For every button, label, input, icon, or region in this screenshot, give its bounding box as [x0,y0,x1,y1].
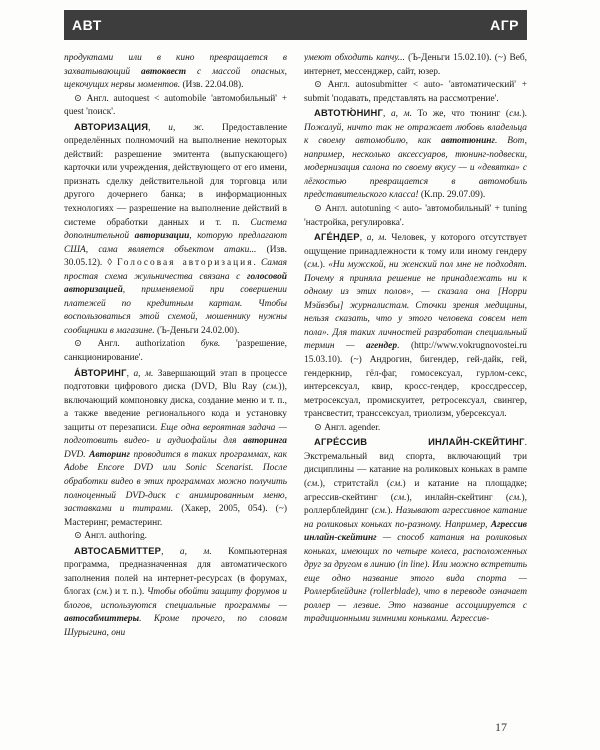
italic-text: продуктами или в кино превращается в захватывающий [64,53,287,77]
body-text: ⊙ Англ. autosubmitter < auto- 'автоматический' + submit 'подавать, представлять на рассмотрение'. [304,80,527,104]
body-text: (Изв. 22.04.08). [180,80,244,91]
body-text: (Ъ-Деньги 24.02.00). [154,325,240,336]
example-headword: Авторинг [89,449,130,460]
italic-text: Самая простая схема жульничества связана с [64,258,287,282]
body-text: (Хакер, 2005, 054). (~) Мастеринг, ремастеринг. [64,504,287,528]
body-text: Предоставление определённых полномочий на выполнение некоторых действий: разрешение эмитента (выпускающего) карточки или учреждения, действующего от его имени, признать сделку действительной для торговца или другого дочернего банка; в информационных технологиях — разрешение на выполнение действий в системе обработки данных и т. п. [64,122,287,228]
headword: АГРЕ́ССИВ ИНЛАЙН-СКЕЙТИНГ [314,436,525,448]
italic-text: Система дополнительной [64,217,287,242]
body-text: ), роллерблейдинг ( [304,492,527,517]
italic-text: Называют агрессивное катание на роликовых коньках по-разному. Например, [304,506,527,530]
italic-text: проводится в таких программах, как Adobe Encore DVD или Sonic Scenarist. После обработки видео в этих программах можно получить полноценный DVD-диск с анимированным меню, заставками и титрами. [64,449,287,515]
headword: АВТОСАБМИТТЕР [74,544,162,556]
italic-text: см. [307,478,320,489]
right-column [304,52,527,712]
italic-text: . Вот, например, несколько аксессуаров, тюнинг-подвески, модернизация салона по своему вкусу — и «девятка» с лёгкостью превращается в автомобиль представительского класса! [304,136,527,201]
italic-text: см. [265,382,279,393]
body-text: ) и т. п.). [109,587,147,598]
body-text: ), стритстайл ( [319,478,391,489]
body-text: Завершающий этап в процессе подготовки цифрового диска (DVD, Blu Ray ( [64,368,287,393]
continued-text [304,52,527,79]
example-headword: агендер [366,341,398,352]
running-head-right: АГР [490,17,519,33]
dictionary-entry [304,435,527,627]
italic-text: см. [96,587,110,598]
italic-text: умеют обходить капчу... [304,53,405,63]
italic-text: DVD. [64,449,90,460]
dictionary-entry [304,106,527,203]
body-text: ⊙ Англ. agender. [314,422,381,433]
continued-text [64,52,287,93]
italic-text: Пожалуй, ничто так не отражает любовь владельца к своему автомобилю, как [304,122,527,147]
body-text: (Изв. 30.05.12). ◊ [64,244,287,269]
italic-text: Чтобы обойти защиту форумов и блогов, используются специальные программы — [64,587,287,611]
body-text: ⊙ Англ. autotuning < auto- 'автомобильный' + tuning 'настройка, регулировка'. [304,204,527,228]
italic-text: см. [307,260,320,271]
body-text: ). [387,506,396,517]
etymology-note [64,93,287,120]
italic-text: , которую предлагают США, сама является объектом атаки... [64,231,287,255]
italic-text: а, м. [390,109,412,120]
body-text: ) и катание на площадке; агрессив-скейтинг ( [304,478,527,503]
etymology-note [64,338,287,365]
page-header [64,10,527,40]
phrase-headword: Голосовая авторизация [117,258,254,269]
italic-text: «Ни мужской, ни женский пол мне не подходят. Почему я приняла решение не принадлежать ни к одному из этих полов», — сказала она [Норри Мэйвэбы] журналистам. Сточки зрения медицины, нельзя сказать, что у этого человека совсем нет пола». Для таких личностей разработан специальный термин — [304,260,527,352]
body-text: ), инлайн-скейтинг ( [406,492,510,503]
body-text: (К.пр. 29.07.09). [418,190,486,201]
italic-text: а, м. [133,368,154,379]
italic-text: см. [509,492,522,503]
example-headword: авторизации [134,231,190,242]
etymology-note [304,203,527,230]
body-text: То же, что тюнинг ( [411,109,510,120]
body-text: ⊙ Англ. authoring. [74,531,147,542]
italic-text: см. [374,506,388,517]
italic-text: с массой опасных, щекочущих нервы моментов. [64,66,287,91]
example-headword: автотюнинг [441,136,495,147]
body-text: (Ъ-Деньги 15.02.10). (~) Веб, интернет, мессенджер, сайт, юзер. [304,53,527,77]
italic-text: Еще одна вероятная задача — подготовить видео- и аудиофайлы для [64,422,287,447]
body-text: Компьютерная программа, предназначенная для автоматического заполнения полей на интернет-ресурсах (в форумах, блогах ( [64,546,287,598]
body-text: )), включающий компоновку диска, создание меню и т. п., а также введение регионального кода и установку защиты от перезаписи. [64,382,287,433]
body-text: , [161,546,180,557]
etymology-note [304,422,527,436]
body-text: , [148,122,169,133]
body-text: , [359,233,367,244]
body-text: ⊙ Англ. authorization [74,339,201,350]
body-text: ). [521,109,527,120]
italic-text: . Кроме прочего, по словам Шурыгина, они [64,614,287,638]
running-head-left: АВТ [72,17,102,33]
body-text: Человек, у которого отсутствует ощущение принадлежности к тому или иному гендеру ( [304,233,527,271]
italic-text: а, м. [179,546,212,557]
body-text: 'разрешение, санкционирование'. [64,339,287,364]
example-headword: автосабмиттеры [64,614,140,625]
left-column [64,52,287,712]
italic-text: — способ катания на роликовых коньках, имеющих по четыре колеса, расположенных друг за другом в линию (in line). Или можно встретить еще одно название этого вида спорта — Роллерблейдинг (rollerblade), что в переводе означает роллер — лезвие. Это название ассоциируется с традиционными зимними коньками. Агрессив- [304,533,527,625]
body-text: ⊙ Англ. autoquest < automobile 'автомобильный' + quest 'поиск'. [64,93,287,118]
italic-text: см. [509,109,522,120]
headword: АВТОТЮ́НИНГ [314,107,383,119]
headword: АВТОРИЗАЦИЯ [74,120,149,132]
body-text: , [382,109,391,120]
italic-text: а, м. [366,233,387,244]
example-headword: Агрессив инлайн-скейтинг [304,519,527,544]
body-text: . [253,258,261,269]
dictionary-entry [304,230,527,422]
italic-text: букв. [200,339,221,350]
example-headword: автоквест [141,66,187,77]
dictionary-entry [64,544,287,641]
dictionary-entry [64,366,287,531]
body-text: ). [319,260,329,271]
dictionary-entry [64,120,287,339]
example-headword: авторинга [243,436,287,447]
page-number: 17 [495,720,507,734]
italic-text: и, ж. [168,122,205,133]
headword: АГЕ́НДЕР [314,231,360,243]
body-text: . Экстремальный вид спорта, включающий три дисциплины — катание на роликовых коньках в рампе ( [304,438,527,489]
body-text: . (http://www.vokrugnovostei.ru 15.03.10). (~) Андрогин, бигендер, гей-дайк, гей, гендеркнир, гёл-фаг, гомосексуал, гурлом-секс, интерсексуал, квир, кросс-гендер, кроссдрессер, метросексуал, промискуитет, ретросексуал, свингер, трансвестит, транссексуал, триолизм, уберсексуал. [304,341,527,420]
headword: А́ВТОРИНГ [74,366,127,378]
etymology-note [304,79,527,106]
body-text: , [126,368,134,379]
italic-text: , применяемой при совершении платежей по кредитным картам. Чтобы воспользоваться этой схемой, мошеннику нужны сообщники в магазине. [64,285,287,336]
italic-text: см. [393,492,407,503]
example-headword: голосовой авторизацией [64,271,287,296]
italic-text: см. [390,478,403,489]
etymology-note [64,530,287,544]
